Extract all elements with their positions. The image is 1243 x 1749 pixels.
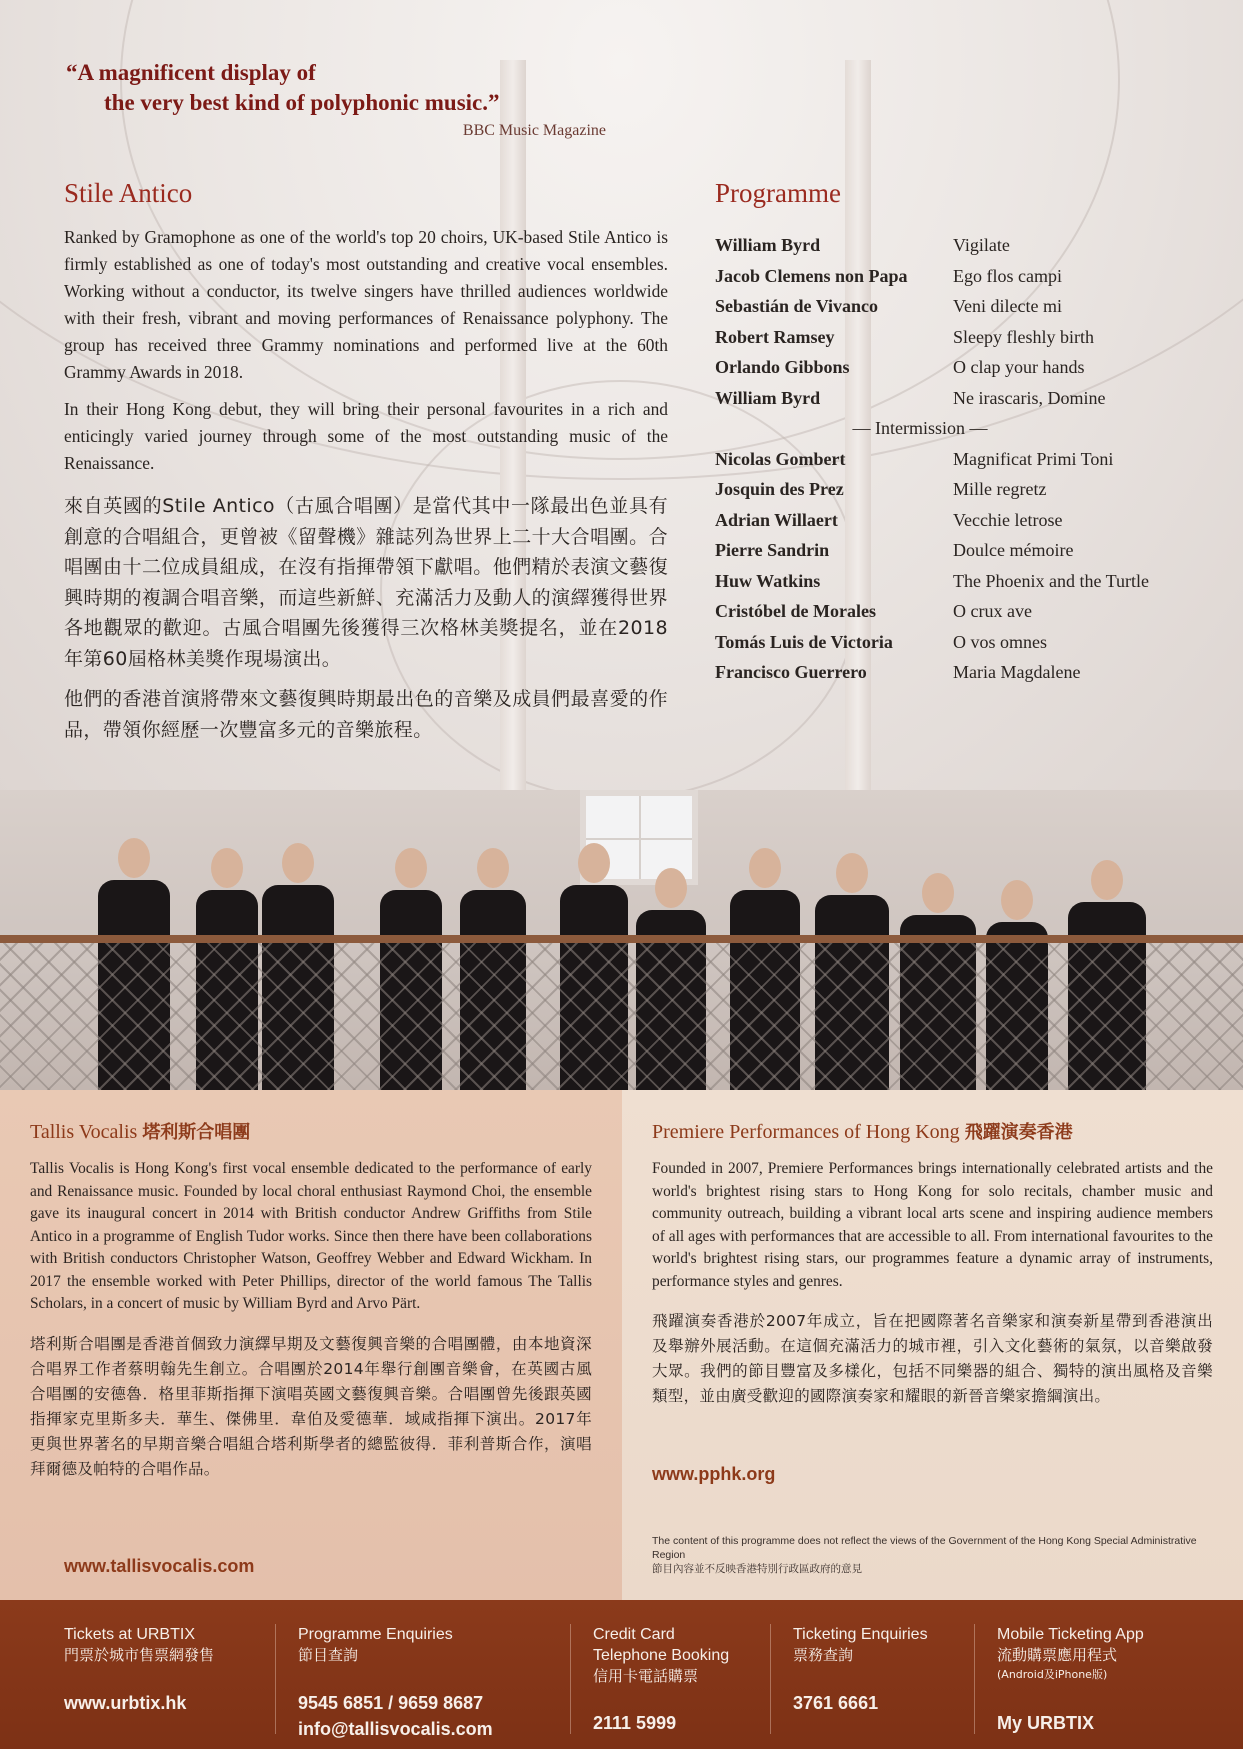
programme-item <box>715 383 1225 414</box>
programme-item <box>715 627 1225 658</box>
app-platforms: (Android及iPhone版) <box>997 1668 1108 1681</box>
programme-heading: Programme <box>715 178 841 208</box>
footer-tickets <box>42 1624 282 1734</box>
singer-head <box>578 843 610 883</box>
composer-name: Robert Ramsey <box>715 326 835 347</box>
programme-item <box>715 322 1225 353</box>
enquiries-label-zh: 節目查詢 <box>298 1646 359 1664</box>
hero-background <box>0 0 1243 800</box>
pphk-website-link[interactable]: www.pphk.org <box>652 1464 776 1484</box>
urbtix-link[interactable]: www.urbtix.hk <box>64 1693 187 1713</box>
tallis-heading <box>30 1118 592 1144</box>
my-urbtix-app[interactable]: My URBTIX <box>997 1713 1095 1733</box>
work-title: Mille regretz <box>953 479 1047 499</box>
programme-first-half <box>715 230 1225 413</box>
disclaimer-zh: 節目內容並不反映香港特別行政區政府的意見 <box>652 1563 862 1575</box>
pphk-paragraph-zh: 飛躍演奏香港於2007年成立，旨在把國際著名音樂家和演奏新星帶到香港演出及舉辦外展活動。在這個充滿活力的城市裡，引入文化藝術的氣氛，以音樂啟發大眾。我們的節目豐富及多樣化，包括不同樂器的組合、獨特的演出風格及音樂類型，並由廣受歡迎的國際演奏家和耀眼的新晉音樂家擔綱演出。 <box>652 1312 1213 1405</box>
stile-antico-heading: Stile Antico <box>64 178 193 208</box>
singer-head <box>1001 880 1033 920</box>
work-title: Doulce mémoire <box>953 540 1074 560</box>
programme-item <box>715 474 1225 505</box>
tallis-heading-en: Tallis Vocalis <box>30 1121 138 1143</box>
bio-paragraph-en-2: In their Hong Kong debut, they will bring their personal favourites in a rich and enticingly varied journey through some of the most outstanding music of the Renaissance. <box>64 399 668 473</box>
footer-mobile-app <box>974 1624 1214 1734</box>
singer-head <box>836 853 868 893</box>
singer-head <box>749 848 781 888</box>
composer-name: William Byrd <box>715 387 821 408</box>
ticketing-label-en: Ticketing Enquiries <box>793 1626 928 1643</box>
app-label-en: Mobile Ticketing App <box>997 1626 1144 1643</box>
singer-head <box>1091 860 1123 900</box>
composer-name: William Byrd <box>715 235 821 255</box>
composer-name: Orlando Gibbons <box>715 357 850 377</box>
programme-list <box>715 230 1225 688</box>
footer-credit-card <box>570 1624 766 1734</box>
tallis-website-link[interactable]: www.tallisvocalis.com <box>64 1556 255 1576</box>
singer-head <box>655 868 687 908</box>
work-title: Vigilate <box>953 235 1010 255</box>
bio-paragraph-zh-1: 來自英國的Stile Antico（古風合唱團）是當代其中一隊最出色並具有創意的合唱組合，更曾被《留聲機》雜誌列為世界上二十大合唱團。合唱團由十二位成員組成，在沒有指揮帶領下獻唱。他們精於表演文藝復興時期的複調合唱音樂，而這些新鮮、充滿活力及動人的演繹獲得世界各地觀眾的歡迎。古風合唱團先後獲得三次格林美獎提名，並在2018年第60屆格林美獎作現場演出。 <box>64 495 668 670</box>
composer-name: Jacob Clemens non Papa <box>715 265 908 286</box>
disclaimer <box>652 1534 1212 1576</box>
programme-item <box>715 535 1225 566</box>
pphk-paragraph-en: Founded in 2007, Premiere Performances brings internationally celebrated artists and the world's brightest rising stars to Hong Kong for solo recitals, chamber music and community outreach, building a vibrant local arts scene and inspiring audience members of all ages with performances that are accessible to all. From international favourites to the world's brightest rising stars, our programmes feature a dynamic array of instruments, performance styles and genres. <box>652 1160 1213 1290</box>
balcony-rail <box>0 935 1243 943</box>
composer-name: Adrian Willaert <box>715 509 838 530</box>
credit-card-label-1: Credit Card <box>593 1626 675 1643</box>
programme-item <box>715 657 1225 688</box>
enquiries-label-en: Programme Enquiries <box>298 1626 453 1643</box>
tallis-paragraph-en: Tallis Vocalis is Hong Kong's first vocal ensemble dedicated to the performance of early and Renaissance music. Founded by local choral enthusiast Raymond Choi, the ensemble gave its inaugural concert in 2014 with British conductor Andrew Griffiths from Stile Antico in a programme of English Tudor works. Since then there have been collaborations with British conductors Christopher Watson, Geoffrey Webber and Edward Wickham. In 2017 the ensemble worked with Peter Phillips, director of the world famous The Tallis Scholars, in a concert of music by William Byrd and Arvo Pärt. <box>30 1160 592 1312</box>
stile-antico-bio <box>64 224 668 755</box>
quote-line-2: the very best kind of polyphonic music.” <box>104 90 500 115</box>
intermission-label: — Intermission — <box>852 418 988 438</box>
singer-head <box>211 848 243 888</box>
composer-name: Pierre Sandrin <box>715 540 830 560</box>
singer-head <box>282 843 314 883</box>
work-title: Ego flos campi <box>953 265 1062 286</box>
bio-paragraph-zh-2: 他們的香港首演將帶來文藝復興時期最出色的音樂及成員們最喜愛的作品，帶領你經歷一次豐富多元的音樂旅程。 <box>64 688 668 741</box>
tickets-label-en: Tickets at URBTIX <box>64 1626 195 1643</box>
work-title: Ne irascaris, Domine <box>953 387 1106 408</box>
ticketing-label-zh: 票務查詢 <box>793 1646 854 1664</box>
singer-head <box>922 873 954 913</box>
credit-card-label-2: Telephone Booking <box>593 1647 730 1664</box>
tallis-heading-zh: 塔利斯合唱團 <box>142 1122 251 1143</box>
work-title: O clap your hands <box>953 357 1085 377</box>
tallis-paragraph-zh: 塔利斯合唱團是香港首個致力演繹早期及文藝復興音樂的合唱團體，由本地資深合唱界工作者蔡明翰先生創立。合唱團於2014年舉行創團音樂會，在英國古風合唱團的安德魯．格里菲斯指揮下演唱英國文藝復興音樂。合唱團曾先後跟英國指揮家克里斯多夫．華生、傑佛里．韋伯及愛德華．域咸指揮下演出。2017年更與世界著名的早期音樂合唱組合塔利斯學者的總監彼得．菲利普斯合作，演唱拜爾德及帕特的合唱作品。 <box>30 1334 592 1478</box>
programme-item <box>715 291 1225 322</box>
disclaimer-en: The content of this programme does not reflect the views of the Government of the Hong Kong Special Administrative Region <box>652 1535 1197 1561</box>
work-title: Sleepy fleshly birth <box>953 326 1094 347</box>
pphk-heading-zh: 飛躍演奏香港 <box>964 1122 1073 1143</box>
app-label-zh: 流動購票應用程式 <box>997 1646 1118 1664</box>
press-quote <box>66 58 626 140</box>
composer-name: Cristóbel de Morales <box>715 601 876 621</box>
programme-item <box>715 566 1225 597</box>
enquiries-email[interactable]: info@tallisvocalis.com <box>298 1719 493 1739</box>
tickets-label-zh: 門票於城市售票網發售 <box>64 1646 215 1664</box>
programme-item <box>715 505 1225 536</box>
quote-source: BBC Music Magazine <box>462 122 606 139</box>
programme-item <box>715 261 1225 292</box>
pphk-heading-en: Premiere Performances of Hong Kong <box>652 1121 960 1143</box>
composer-name: Tomás Luis de Victoria <box>715 631 893 652</box>
composer-name: Josquin des Prez <box>715 479 844 499</box>
ticketing-phone[interactable]: 3761 6661 <box>793 1693 879 1713</box>
pphk-heading <box>652 1118 1213 1144</box>
ticket-footer <box>0 1600 1243 1749</box>
programme-item <box>715 596 1225 627</box>
ensemble-photo <box>0 790 1243 1090</box>
singer-head <box>118 838 150 878</box>
programme-item <box>715 352 1225 383</box>
footer-programme-enquiries <box>275 1624 567 1739</box>
work-title: Vecchie letrose <box>953 509 1063 530</box>
work-title: Maria Magdalene <box>953 662 1081 682</box>
work-title: Veni dilecte mi <box>953 296 1062 316</box>
pphk-section <box>622 1090 1243 1600</box>
work-title: The Phoenix and the Turtle <box>953 570 1149 591</box>
work-title: O crux ave <box>953 601 1032 621</box>
composer-name: Nicolas Gombert <box>715 448 846 469</box>
work-title: Magnificat Primi Toni <box>953 448 1114 469</box>
composer-name: Huw Watkins <box>715 570 821 591</box>
composer-name: Sebastián de Vivanco <box>715 296 879 316</box>
footer-ticketing-enquiries <box>770 1624 970 1734</box>
credit-card-phone[interactable]: 2111 5999 <box>593 1713 677 1733</box>
singer-head <box>395 848 427 888</box>
programme-second-half <box>715 444 1225 688</box>
programme-item <box>715 444 1225 475</box>
singer-head <box>477 848 509 888</box>
credit-card-label-zh: 信用卡電話購票 <box>593 1667 699 1685</box>
composer-name: Francisco Guerrero <box>715 662 867 682</box>
tallis-vocalis-section <box>0 1090 622 1600</box>
quote-line-1: “A magnificent display of <box>66 60 316 85</box>
enquiries-phone[interactable]: 9545 6851 / 9659 8687 <box>298 1693 484 1713</box>
programme-item <box>715 230 1225 261</box>
bio-paragraph-en-1: Ranked by Gramophone as one of the world's top 20 choirs, UK-based Stile Antico is firmly established as one of today's most outstanding and creative vocal ensembles. Working without a conductor, its twelve singers have thrilled audiences worldwide with their fresh, vibrant and moving performances of Renaissance polyphony. The group has received three Grammy nominations and performed live at the 60th Grammy Awards in 2018. <box>64 227 668 382</box>
work-title: O vos omnes <box>953 631 1047 652</box>
balcony-lattice <box>0 943 1243 1090</box>
